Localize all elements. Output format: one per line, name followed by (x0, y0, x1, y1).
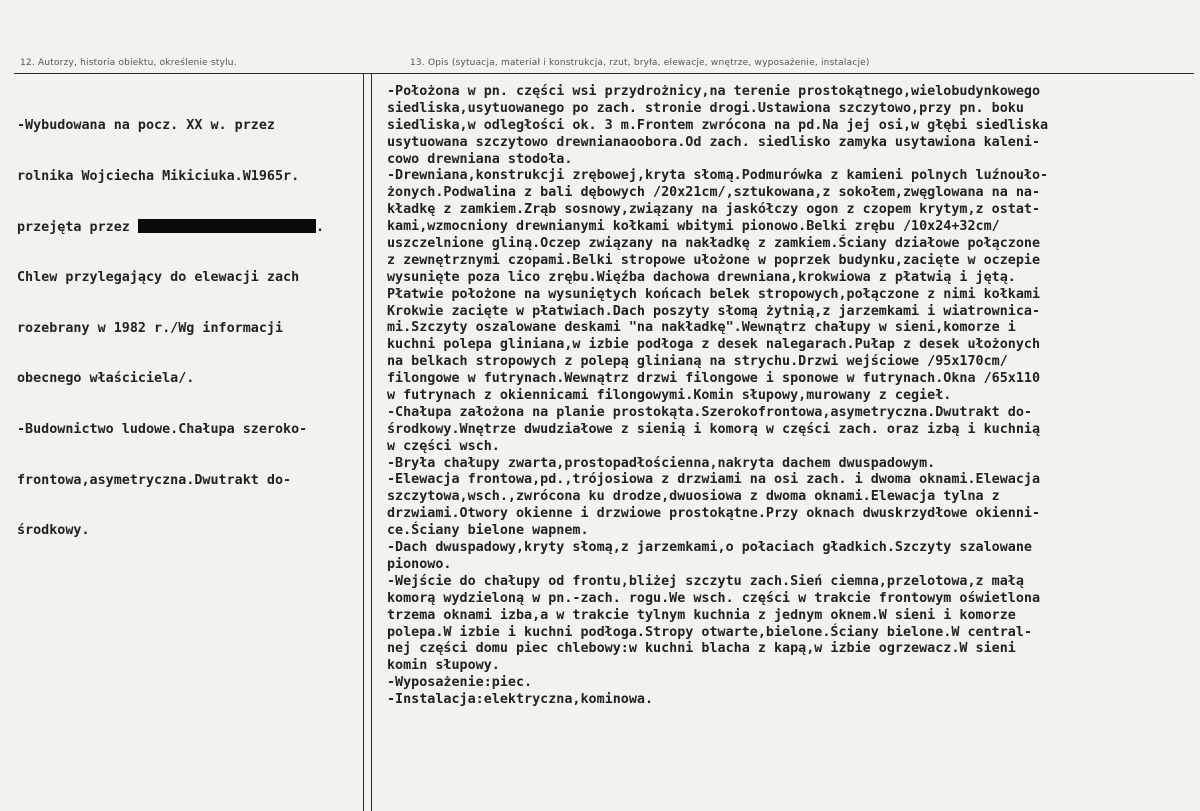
column-divider-left (363, 73, 364, 811)
text-line: -Wejście do chałupy od frontu,bliżej szczytu zach.Sień ciemna,przelotowa,z małą (387, 573, 1024, 589)
text-line: Chlew przylegający do elewacji zach (17, 269, 300, 285)
section-13-header: 13. Opis (sytuacja, materiał i konstrukcja, rzut, bryła, elewacje, wnętrze, wyposażenie, instalacje) (410, 58, 870, 68)
column-divider-right (371, 73, 372, 811)
description-text-column (387, 84, 1195, 709)
text-line: -Elewacja frontowa,pd.,trójosiowa z drzwiami na osi zach. i dwoma oknami.Elewacja (387, 472, 1041, 488)
text-line: komorą wydzieloną w pn.-zach. rogu.We wsch. części w trakcie frontowym oświetlona (387, 590, 1041, 606)
text-fragment: . (315, 220, 324, 236)
text-line: -Budownictwo ludowe.Chałupa szeroko- (17, 422, 308, 438)
section-12-header: 12. Autorzy, historia obiektu, określenie stylu. (20, 58, 237, 68)
text-line: komin słupowy. (387, 658, 500, 674)
text-line: środkowy. (17, 523, 90, 539)
text-line: frontowa,asymetryczna.Dwutrakt do- (17, 472, 292, 488)
text-line: rozebrany w 1982 r./Wg informacji (17, 320, 284, 336)
text-line: Krokwie zacięte w płatwiach.Dach poszyty słomą żytnią,z jarzemkami i wiatrownica- (387, 303, 1041, 319)
text-line: -Bryła chałupy zwarta,prostopadłościenna,nakryta dachem dwuspadowym. (387, 455, 936, 471)
text-line: -Instalacja:elektryczna,kominowa. (387, 692, 654, 708)
text-line: -Wyposażenie:piec. (387, 675, 533, 691)
text-line: pionowo. (387, 556, 452, 572)
text-line: rolnika Wojciecha Mikiciuka.W1965r. (17, 168, 300, 184)
text-line: w futrynach z okiennicami filongowymi.Komin słupowy,murowany z cegieł. (387, 388, 952, 404)
text-line: kami,wzmocniony drewnianymi kołkami wbitymi pionowo.Belki zrębu /10x24+32cm/ (387, 219, 1000, 235)
text-line-redacted (17, 219, 362, 236)
text-line: -Dach dwuspadowy,kryty słomą,z jarzemkami,o połaciach gładkich.Szczyty szalowane (387, 540, 1032, 556)
text-line: środkowy.Wnętrze dwudziałowe z sienią i komorą w części zach. oraz izbą i kuchnią (387, 421, 1041, 437)
text-line: żonych.Podwalina z bali dębowych /20x21cm/,sztukowana,z sokołem,zwęglowana na na- (387, 185, 1041, 201)
text-line: wysunięte poza lico zrębu.Więźba dachowa drewniana,krokwiowa z płatwią i jętą. (387, 269, 1016, 285)
text-line: z zewnętrznymi czopami.Belki stropowe ułożone w poprzek budynku,zacięte w oczepie (387, 252, 1041, 268)
text-line: drzwiami.Otwory okienne i drzwiowe prostokątne.Przy oknach dwuskrzydłowe okienni- (387, 506, 1041, 522)
text-line: -Położona w pn. części wsi przydrożnicy,na terenie prostokątnego,wielobudynkowego (387, 84, 1041, 99)
text-line: kuchni polepa gliniana,w izbie podłoga z desek nalegarach.Pułap z desek ułożonych (387, 337, 1041, 353)
text-line: na belkach stropowych z polepą glinianą na strychu.Drzwi wejściowe /95x170cm/ (387, 354, 1008, 370)
history-text-column (17, 84, 362, 574)
text-line: uszczelnione gliną.Oczep związany na nakładkę z zamkiem.Ściany działowe połączone (387, 236, 1041, 252)
text-line: -Wybudowana na pocz. XX w. przez (17, 117, 275, 133)
text-line: nej części domu piec chlebowy:w kuchni blacha z kapą,w izbie ogrzewacz.W sieni (387, 641, 1016, 657)
text-line: usytuowana szczytowo drewnianaoobora.Od zach. siedlisko zamyka usytawiona kaleni- (387, 134, 1041, 150)
text-line: trzema oknami izba,a w trakcie tylnym kuchnia z jednym oknem.W sieni i komorze (387, 607, 1016, 623)
text-line: kładkę z zamkiem.Zrąb sosnowy,związany na jaskółczy ogon z czopem krytym,z ostat- (387, 202, 1041, 218)
text-line: siedliska,w odległości ok. 3 m.Frontem zwrócona na pd.Na jej osi,w głębi siedliska (387, 117, 1049, 133)
text-line: Płatwie położone na wysuniętych końcach belek stropowych,połączone z nimi kołkami (387, 286, 1041, 302)
redaction-bar (138, 219, 316, 233)
text-line: ce.Ściany bielone wapnem. (387, 523, 589, 539)
header-divider (14, 73, 1194, 74)
text-line: -Drewniana,konstrukcji zrębowej,kryta słomą.Podmurówka z kamieni polnych luźnouło- (387, 168, 1049, 184)
text-fragment: przejęta przez (17, 220, 130, 236)
text-line: siedliska,usytuowanego po zach. stronie drogi.Ustawiona szczytowo,przy pn. boku (387, 100, 1024, 116)
text-line: w części wsch. (387, 438, 500, 454)
text-line: -Chałupa założona na planie prostokąta.Szerokofrontowa,asymetryczna.Dwutrakt do- (387, 404, 1032, 420)
text-line: cowo drewniana stodoła. (387, 151, 573, 167)
text-line: obecnego właściciela/. (17, 371, 195, 387)
text-line: filongowe w futrynach.Wewnątrz drzwi filongowe i sponowe w futrynach.Okna /65x110 (387, 371, 1041, 387)
text-line: szczytowa,wsch.,zwrócona ku drodze,dwuosiowa z dwoma oknami.Elewacja tylna z (387, 489, 1000, 505)
text-line: mi.Szczyty oszalowane deskami "na nakładkę".Wewnątrz chałupy w sieni,komorze i (387, 320, 1016, 336)
text-line: polepa.W izbie i kuchni podłoga.Stropy otwarte,bielone.Ściany bielone.W central- (387, 624, 1032, 640)
